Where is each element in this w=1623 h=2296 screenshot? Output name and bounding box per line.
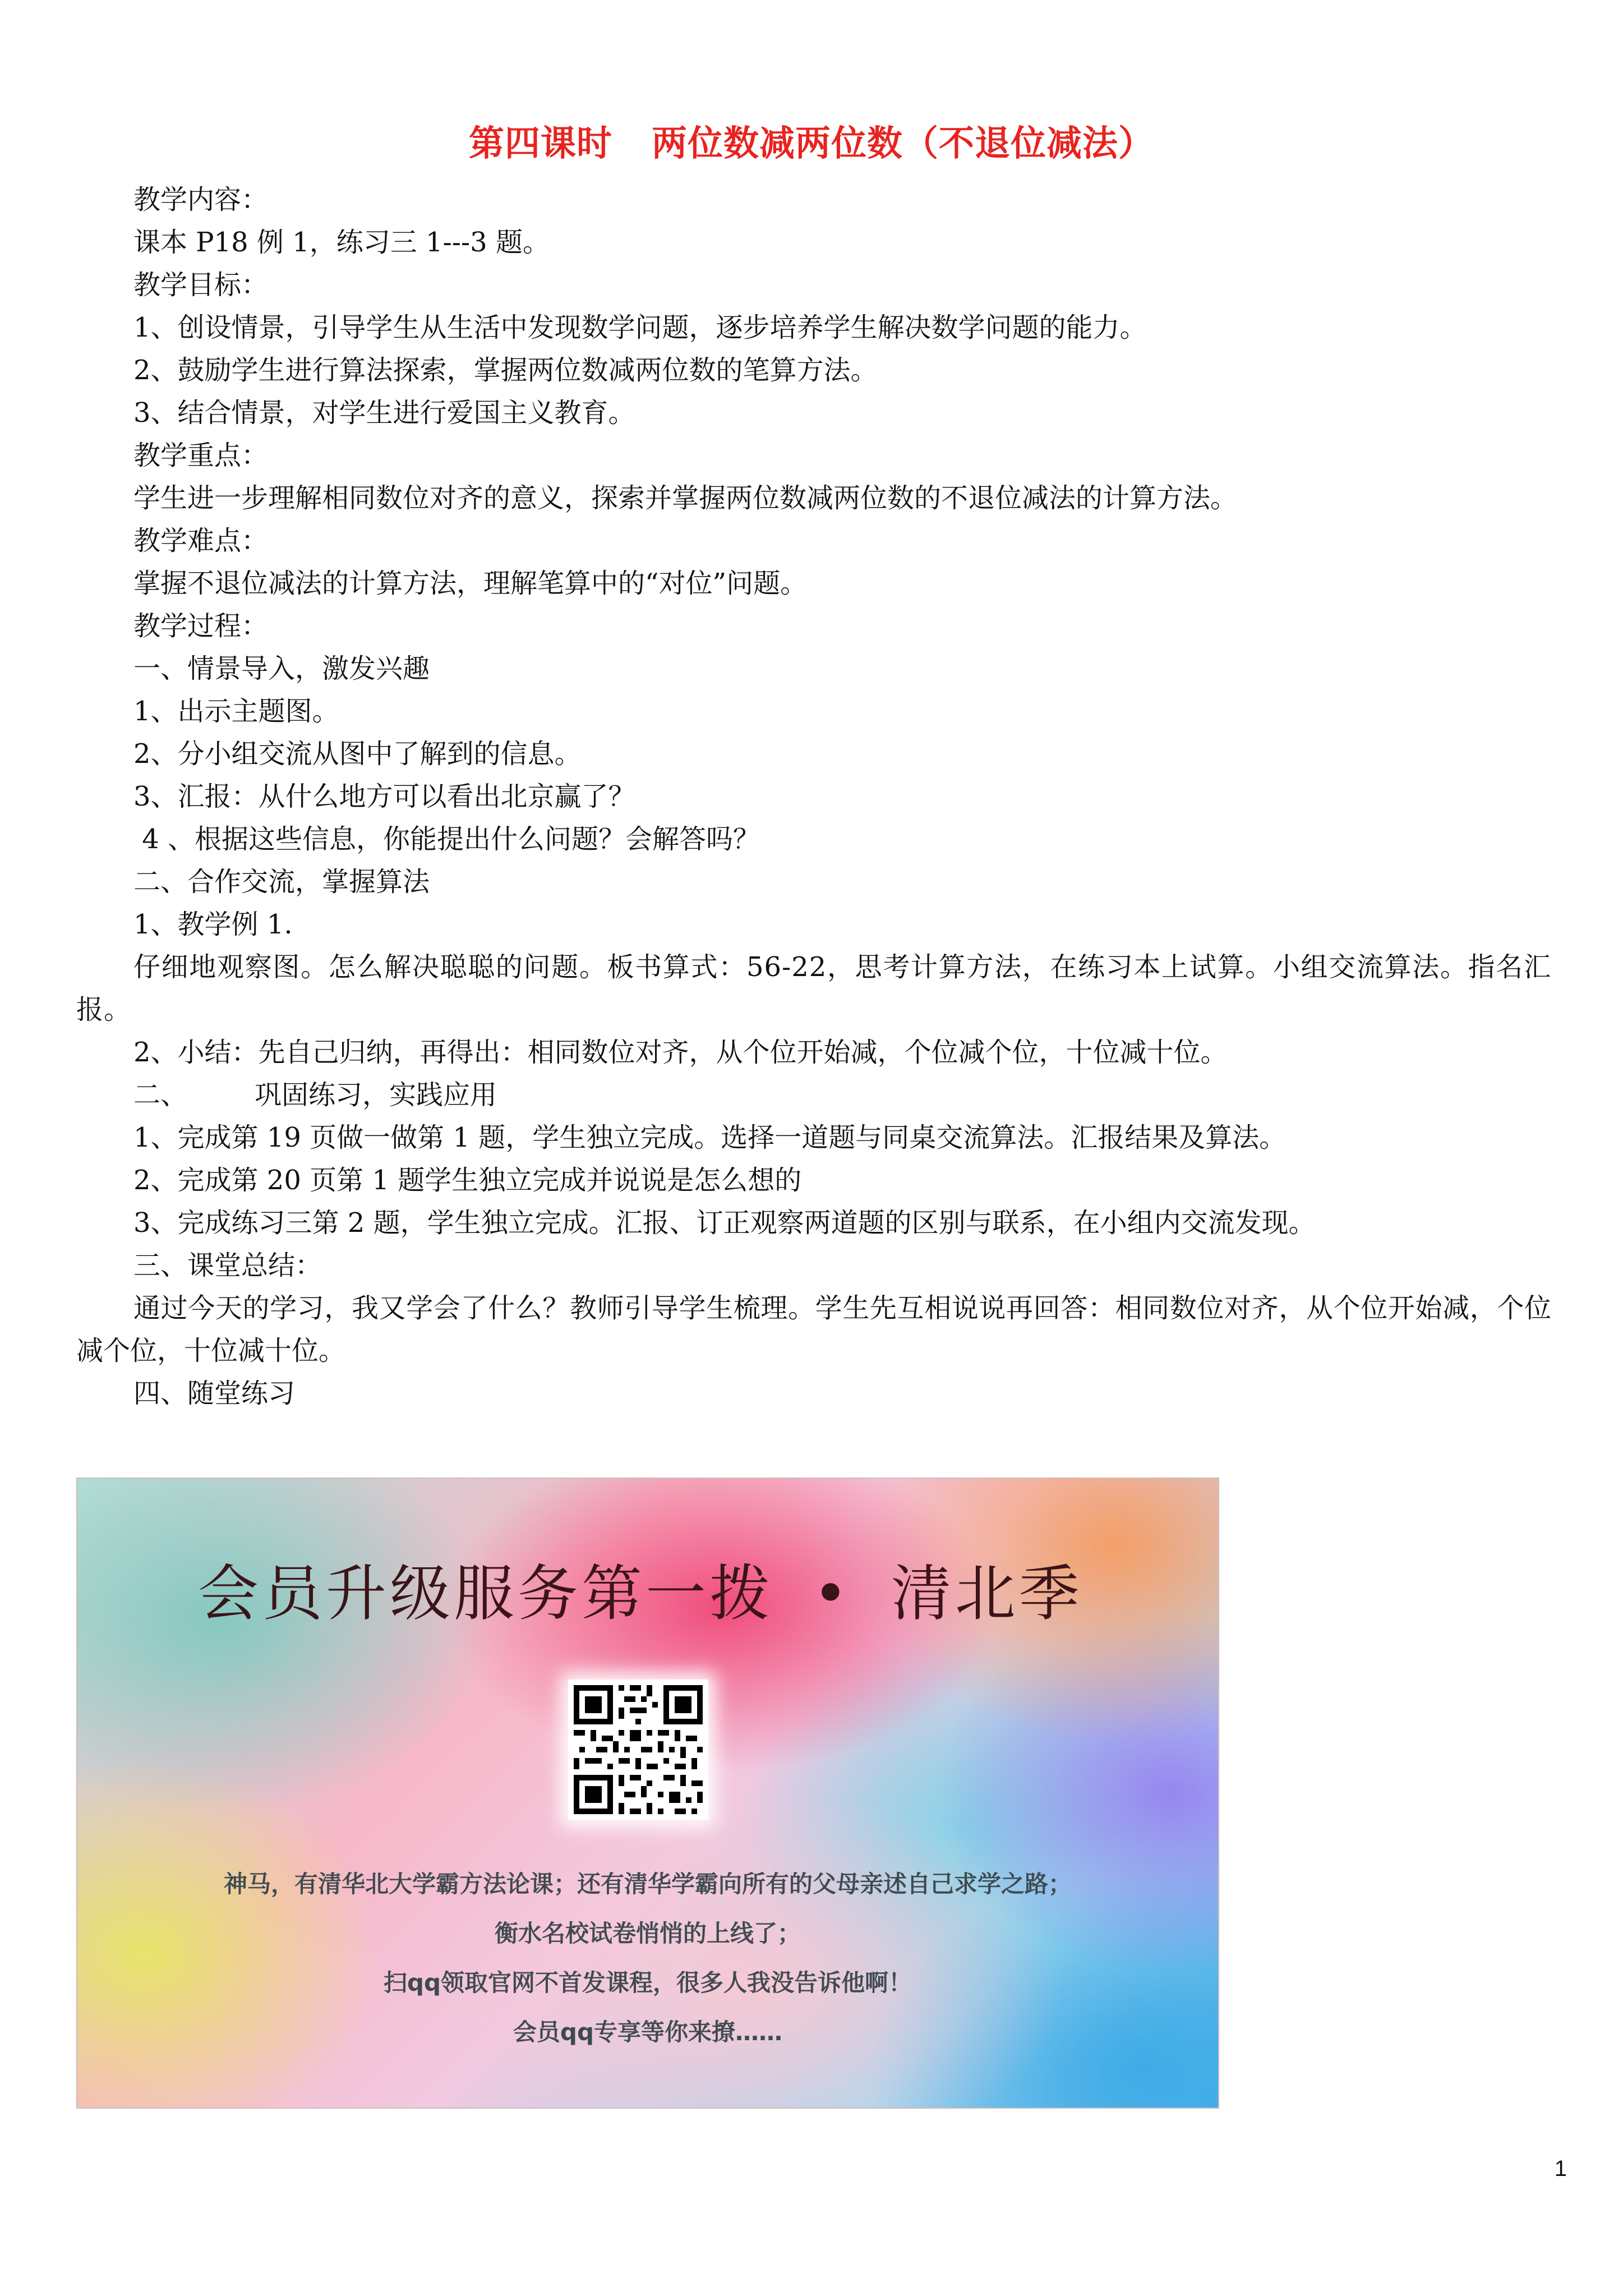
step-3-3: 3、完成练习三第 2 题，学生独立完成。汇报、订正观察两道题的区别与联系，在小组内交流发现。 [133,1207,1316,1239]
objective-2: 2、鼓励学生进行算法探索，掌握两位数减两位数的笔算方法。 [133,355,878,386]
section-1-heading: 一、情景导入，激发兴趣 [133,653,430,684]
heading-key-points: 教学重点： [133,440,269,471]
section-3-title: 巩固练习，实践应用 [255,1079,497,1111]
banner-line-1: 神马，有清华北大学霸方法论课；还有清华学霸向所有的父母亲述自己求学之路； [223,1870,1072,1898]
qr-code-icon[interactable] [568,1680,708,1820]
step-3-1: 1、完成第 19 页做一做第 1 题，学生独立完成。选择一道题与同桌交流算法。汇报结果及算法。 [133,1122,1287,1153]
page-number: 1 [1554,2156,1567,2181]
step-2-1: 1、教学例 1. [133,909,293,940]
step-2-1-detail: 仔细地观察图。怎么解决聪聪的问题。板书算式：56-22，思考计算方法，在练习本上试算。小组交流算法。指名汇报。 [76,951,1551,1025]
heading-difficulties: 教学难点： [133,525,269,556]
banner-title-dot: • [813,1559,852,1629]
banner-title-right: 清北季 [891,1559,1083,1629]
page-title [0,115,1623,166]
key-points-text: 学生进一步理解相同数位对齐的意义，探索并掌握两位数减两位数的不退位减法的计算方法。 [133,482,1238,514]
step-3-2: 2、完成第 20 页第 1 题学生独立完成并说说是怎么想的 [133,1165,802,1196]
objective-1: 1、创设情景，引导学生从生活中发现数学问题，逐步培养学生解决数学问题的能力。 [133,312,1147,343]
promo-banner[interactable] [76,1478,1219,2109]
lesson-plan-body [76,178,1551,1415]
summary-text: 通过今天的学习，我又学会了什么？教师引导学生梳理。学生先互相说说再回答：相同数位对齐，从个位开始减，个位减个位，十位减十位。 [76,1292,1551,1366]
step-1-4: 4 、根据这些信息，你能提出什么问题？会解答吗？ [133,823,760,855]
heading-objectives: 教学目标： [133,269,269,301]
text-content: 课本 P18 例 1，练习三 1---3 题。 [133,227,550,258]
difficulties-text: 掌握不退位减法的计算方法，理解笔算中的“对位”问题。 [133,568,808,599]
section-3-number: 二、 [133,1079,188,1111]
step-1-3: 3、汇报：从什么地方可以看出北京赢了？ [133,781,635,812]
objective-3: 3、结合情景，对学生进行爱国主义教育。 [133,397,635,429]
section-4-heading: 四、随堂练习 [133,1378,296,1409]
section-3-heading [76,1074,1551,1116]
step-1-2: 2、分小组交流从图中了解到的信息。 [133,738,582,770]
summary-heading: 三、课堂总结： [133,1250,322,1281]
section-2-heading: 二、合作交流，掌握算法 [133,866,430,898]
heading-process: 教学过程： [133,610,269,642]
step-1-1: 1、出示主题图。 [133,696,339,727]
banner-title [77,1545,1218,1632]
banner-line-2: 衡水名校试卷悄悄的上线了； [494,1920,801,1947]
title-lesson-number: 第四课时 [469,123,612,164]
title-topic: 两位数减两位数（不退位减法） [652,123,1154,164]
step-2-2: 2、小结：先自己归纳，再得出：相同数位对齐，从个位开始减，个位减个位，十位减十位。 [133,1037,1228,1068]
banner-line-4: 会员qq专享等你来撩…… [513,2018,783,2046]
banner-line-3: 扫qq领取官网不首发课程，很多人我没告诉他啊！ [383,1969,912,1996]
banner-title-left: 会员升级服务第一拨 [198,1559,774,1629]
heading-content: 教学内容： [133,184,269,215]
